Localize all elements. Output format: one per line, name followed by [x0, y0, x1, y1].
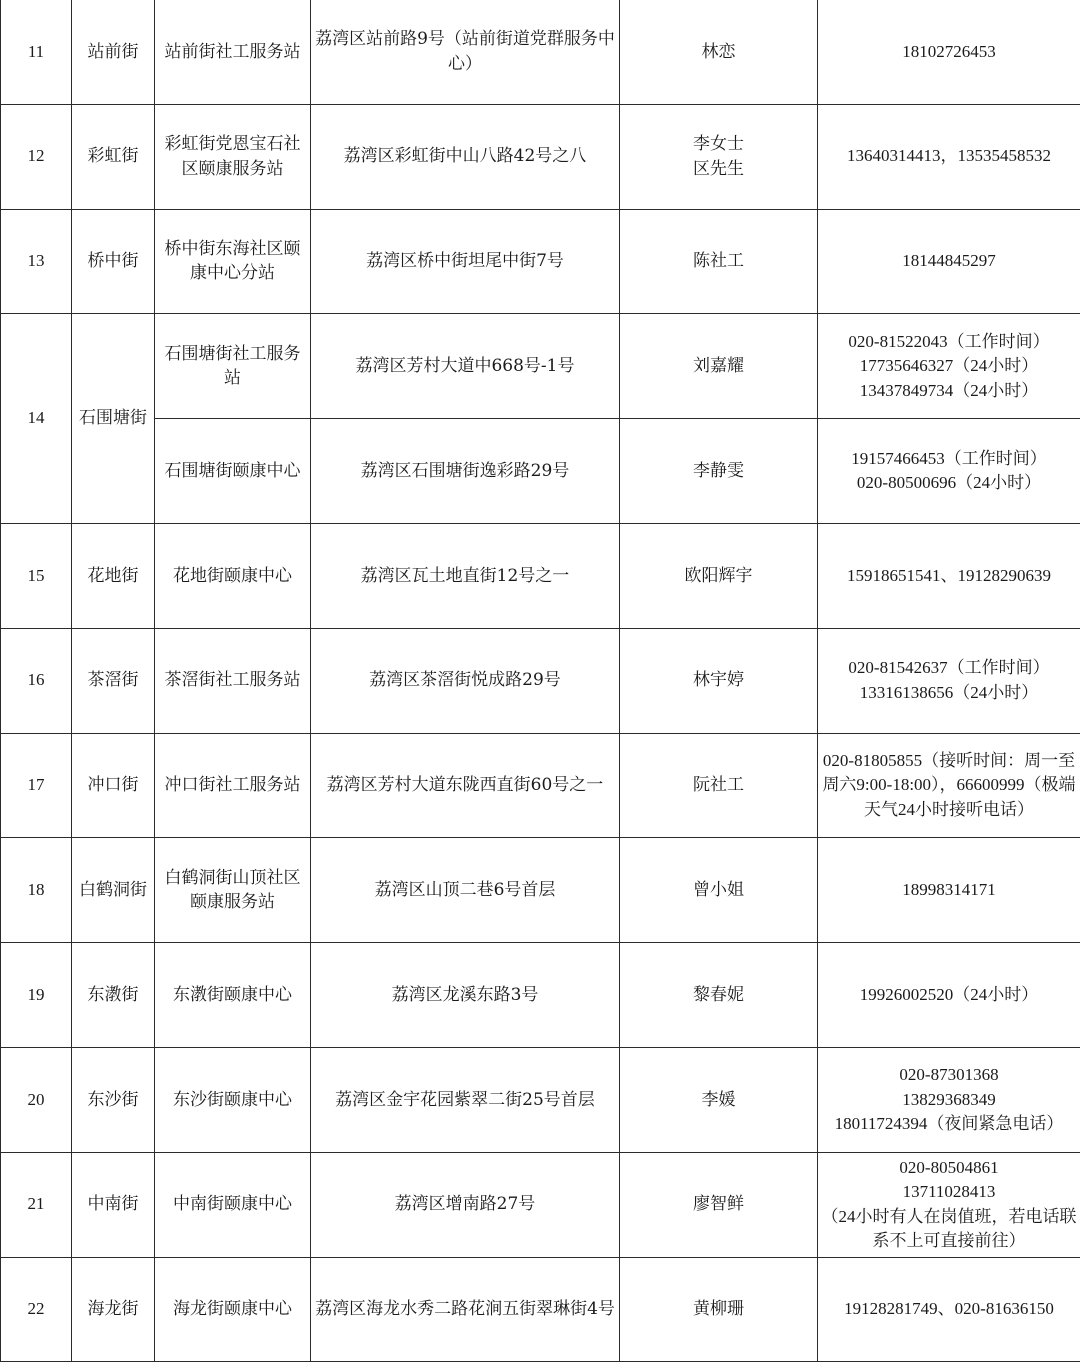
- row-number-cell: [1, 733, 72, 838]
- table-row: [1, 1152, 1080, 1257]
- station-address: 荔湾区龙溪东路3号: [391, 984, 539, 1005]
- table-row: [1, 628, 1080, 733]
- contact-name: 黄柳珊: [693, 1299, 744, 1320]
- contact-name: 曾小姐: [693, 880, 744, 901]
- street-name: 站前街: [87, 41, 139, 62]
- phone-number: 18144845297: [902, 251, 996, 271]
- street-cell: [72, 838, 155, 943]
- street-name: 花地街: [87, 565, 139, 586]
- street-name: 茶滘街: [87, 670, 139, 691]
- address-cell: [311, 1257, 620, 1362]
- row-number: 13: [27, 251, 45, 271]
- contact-name: 林宇婷: [693, 670, 744, 691]
- phone-number: 19157466453（工作时间）: [851, 448, 1047, 468]
- station-address: 荔湾区芳村大道东陇西直街60号之一: [326, 775, 604, 796]
- table-row: [1, 1257, 1080, 1362]
- street-name: 彩虹街: [87, 146, 139, 167]
- contact-cell: [620, 1257, 818, 1362]
- table-row: [1, 1047, 1080, 1152]
- station-name-cell: [155, 943, 311, 1048]
- phone-number: 020-81542637（工作时间）: [848, 658, 1050, 678]
- street-name: 白鹤洞街: [79, 880, 147, 901]
- station-address: 荔湾区芳村大道中668号-1号: [355, 356, 575, 377]
- station-address: 荔湾区茶滘街悦成路29号: [369, 670, 561, 691]
- row-number-cell: [1, 314, 72, 524]
- phone-number: 13829368349: [902, 1089, 996, 1109]
- phone-cell: [818, 523, 1080, 628]
- station-name: 东沙街颐康中心: [173, 1089, 292, 1110]
- street-name: 东漖街: [87, 984, 139, 1005]
- table-row: [1, 943, 1080, 1048]
- contact-name: 刘嘉耀: [693, 356, 744, 377]
- row-number-cell: [1, 838, 72, 943]
- row-number-cell: [1, 209, 72, 314]
- contact-name: 李女士: [693, 134, 744, 155]
- station-name: 花地街颐康中心: [173, 565, 292, 586]
- phone-cell: [818, 1152, 1080, 1257]
- row-number-cell: [1, 523, 72, 628]
- contact-name: 林恋: [701, 41, 736, 62]
- station-name: 冲口街社工服务站: [164, 775, 301, 796]
- street-cell: [72, 733, 155, 838]
- phone-cell: [818, 1257, 1080, 1362]
- address-cell: [311, 209, 620, 314]
- station-name-cell: [155, 1047, 311, 1152]
- contact-cell: [620, 523, 818, 628]
- address-cell: [311, 1047, 620, 1152]
- station-address: 荔湾区桥中街坦尾中街7号: [366, 251, 564, 272]
- phone-cell: [818, 419, 1080, 524]
- contact-name: 区先生: [693, 158, 744, 179]
- phone-number: 18102726453: [902, 41, 996, 61]
- contact-cell: [620, 1047, 818, 1152]
- phone-cell: [818, 314, 1080, 419]
- street-name: 东沙街: [87, 1089, 139, 1110]
- phone-number: 13711028413: [902, 1182, 996, 1202]
- contact-name: 阮社工: [693, 775, 744, 796]
- street-cell: [72, 104, 155, 209]
- station-name-cell: [155, 628, 311, 733]
- station-name: 东漖街颐康中心: [173, 984, 292, 1005]
- phone-cell: [818, 943, 1080, 1048]
- contact-cell: [620, 419, 818, 524]
- station-name-cell: [155, 104, 311, 209]
- row-number: 22: [27, 1299, 45, 1319]
- phone-number: 18011724394（夜间紧急电话）: [834, 1114, 1064, 1134]
- contact-name: 欧阳辉宇: [684, 565, 753, 586]
- contact-name: 廖智鲜: [693, 1194, 744, 1215]
- station-name-cell: [155, 314, 311, 419]
- row-number: 12: [27, 146, 45, 166]
- phone-number: 13640314413，13535458532: [847, 146, 1051, 166]
- table-row: [1, 838, 1080, 943]
- street-name: 石围塘街: [79, 408, 147, 429]
- station-name-cell: [155, 523, 311, 628]
- street-cell: [72, 0, 155, 104]
- address-cell: [311, 733, 620, 838]
- phone-number: 020-80504861: [899, 1157, 999, 1177]
- table-row: [1, 104, 1080, 209]
- address-cell: [311, 1152, 620, 1257]
- contact-cell: [620, 628, 818, 733]
- contact-cell: [620, 838, 818, 943]
- station-name: 桥中街东海社区颐康中心分站: [164, 238, 301, 284]
- row-number: 16: [27, 670, 45, 690]
- contact-cell: [620, 0, 818, 104]
- phone-number: 020-81522043（工作时间）: [848, 331, 1050, 351]
- station-address: 荔湾区增南路27号: [394, 1194, 536, 1215]
- row-number-cell: [1, 1152, 72, 1257]
- table-row: [1, 209, 1080, 314]
- street-cell: [72, 1257, 155, 1362]
- contact-cell: [620, 1152, 818, 1257]
- contact-cell: [620, 209, 818, 314]
- station-name: 中南街颐康中心: [173, 1194, 292, 1215]
- address-cell: [311, 104, 620, 209]
- station-name: 石围塘街社工服务站: [164, 343, 301, 389]
- contact-name: 陈社工: [693, 251, 744, 272]
- station-address: 荔湾区石围塘街逸彩路29号: [360, 460, 570, 481]
- street-cell: [72, 314, 155, 524]
- phone-number: 13437849734（24小时）: [859, 380, 1039, 400]
- contact-cell: [620, 104, 818, 209]
- contact-cell: [620, 314, 818, 419]
- row-number: 20: [27, 1089, 45, 1109]
- phone-cell: [818, 104, 1080, 209]
- street-name: 海龙街: [87, 1299, 139, 1320]
- row-number: 18: [27, 880, 45, 900]
- phone-cell: [818, 733, 1080, 838]
- row-number-cell: [1, 1047, 72, 1152]
- station-name: 白鹤洞街山顶社区颐康服务站: [164, 867, 301, 913]
- street-name: 桥中街: [87, 251, 139, 272]
- table-row: [1, 0, 1080, 104]
- street-name: 冲口街: [87, 775, 139, 796]
- row-number-cell: [1, 0, 72, 104]
- phone-cell: [818, 0, 1080, 104]
- phone-cell: [818, 1047, 1080, 1152]
- station-name-cell: [155, 1257, 311, 1362]
- address-cell: [311, 523, 620, 628]
- station-name-cell: [155, 733, 311, 838]
- contact-name: 李静雯: [693, 460, 744, 481]
- row-number: 19: [27, 984, 45, 1004]
- address-cell: [311, 314, 620, 419]
- address-cell: [311, 419, 620, 524]
- station-name-cell: [155, 0, 311, 104]
- phone-number: 020-81805855（接听时间：周一至周六9:00-18:00），66600999（极端天气24小时接听电话）: [822, 750, 1076, 819]
- street-cell: [72, 1047, 155, 1152]
- row-number: 11: [27, 41, 45, 61]
- station-address: 荔湾区站前路9号（站前街道党群服务中心）: [315, 29, 615, 74]
- address-cell: [311, 628, 620, 733]
- phone-cell: [818, 628, 1080, 733]
- station-name: 茶滘街社工服务站: [164, 670, 301, 691]
- contact-name: 李媛: [701, 1089, 736, 1110]
- street-cell: [72, 209, 155, 314]
- address-cell: [311, 943, 620, 1048]
- station-name-cell: [155, 1152, 311, 1257]
- row-number: 21: [27, 1194, 45, 1214]
- row-number: 14: [27, 408, 45, 428]
- phone-cell: [818, 838, 1080, 943]
- phone-number: （24小时有人在岗值班，若电话联系不上可直接前往）: [821, 1206, 1077, 1251]
- phone-number: 17735646327（24小时）: [859, 356, 1039, 376]
- phone-number: 020-80500696（24小时）: [856, 473, 1042, 493]
- row-number-cell: [1, 104, 72, 209]
- station-address: 荔湾区彩虹街中山八路42号之八: [343, 146, 587, 167]
- phone-number: 020-87301368: [899, 1065, 999, 1085]
- station-name: 站前街社工服务站: [164, 41, 301, 62]
- row-number-cell: [1, 943, 72, 1048]
- station-name: 彩虹街党恩宝石社区颐康服务站: [164, 134, 301, 179]
- station-name-cell: [155, 419, 311, 524]
- table-body: [1, 0, 1080, 1362]
- phone-number: 15918651541、19128290639: [847, 565, 1051, 585]
- phone-number: 19926002520（24小时）: [859, 984, 1039, 1004]
- row-number-cell: [1, 1257, 72, 1362]
- row-number: 17: [27, 775, 45, 795]
- street-cell: [72, 1152, 155, 1257]
- phone-cell: [818, 209, 1080, 314]
- table-row: [1, 314, 1080, 419]
- station-name-cell: [155, 838, 311, 943]
- phone-number: 18998314171: [902, 880, 996, 900]
- street-cell: [72, 628, 155, 733]
- contact-name: 黎春妮: [693, 984, 744, 1005]
- street-cell: [72, 523, 155, 628]
- station-name: 石围塘街颐康中心: [164, 460, 301, 481]
- table-row: [1, 419, 1080, 524]
- station-address: 荔湾区瓦土地直街12号之一: [360, 565, 570, 586]
- station-name-cell: [155, 209, 311, 314]
- phone-number: 13316138656（24小时）: [859, 682, 1039, 702]
- row-number: 15: [27, 565, 45, 585]
- address-cell: [311, 838, 620, 943]
- street-name: 中南街: [87, 1194, 139, 1215]
- table-row: [1, 733, 1080, 838]
- phone-number: 19128281749、020-81636150: [844, 1299, 1054, 1319]
- station-address: 荔湾区金宇花园紫翠二街25号首层: [335, 1089, 595, 1110]
- station-address: 荔湾区山顶二巷6号首层: [374, 880, 556, 901]
- contact-cell: [620, 943, 818, 1048]
- address-cell: [311, 0, 620, 104]
- station-name: 海龙街颐康中心: [173, 1299, 292, 1320]
- street-cell: [72, 943, 155, 1048]
- row-number-cell: [1, 628, 72, 733]
- table-row: [1, 523, 1080, 628]
- station-address: 荔湾区海龙水秀二路花涧五街翠琳街4号: [315, 1299, 615, 1320]
- contact-cell: [620, 733, 818, 838]
